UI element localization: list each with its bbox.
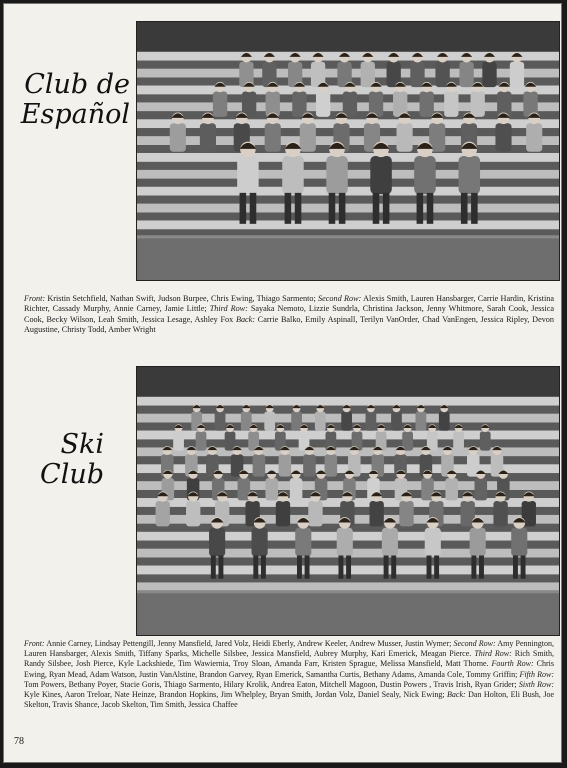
- front-label: Front:: [24, 294, 46, 303]
- title-line-2: Español: [20, 98, 130, 130]
- club-de-espanol-caption: [24, 294, 554, 336]
- yearbook-page: [3, 3, 562, 763]
- front-label: Front:: [24, 639, 45, 648]
- sixth-row-label: Sixth Row:: [518, 679, 555, 689]
- front-names: Annie Carney, Lindsay Pettengill, Jenny Mansfield, Jared Volz, Heidi Eberly, Andrew Keeler, Andrew Musser, Justin Wymer;: [46, 639, 452, 648]
- back-names: Carrie Balko, Emily Aspinall, Terilyn VanOrder, Chad VanEngen, Jessica Ripley, Devon Augustine, Christy Todd, Amber Wright: [24, 314, 554, 335]
- second-row-names: Amy Pennington, Lauren Hansbarger, Alexis Smith, Tiffany Sparks, Michelle Silsbee, Jessica Mansfield, Aubrey Murphy, Kari Emerick, Meagan Pierce.: [24, 639, 554, 659]
- second-row-label: Second Row:: [318, 294, 362, 303]
- third-row-names: Sayaka Nemoto, Lizzie Sundrla, Christina Jackson, Jenny Whitmore, Sarah Cook, Jessica Cook, Becky Wilson, Leah Smith, Jessica Lesage, Ashley Fox: [24, 304, 555, 324]
- club-de-espanol-photo-graphic: [137, 22, 559, 280]
- third-row-label: Third Row:: [209, 304, 248, 314]
- ski-club-photo: [136, 366, 560, 636]
- sixth-row-names: Kyle Kines, Aaron Treloar, Nate Heinze, Brandon Hopkins, Jim Whelpley, Bryan Smith, Jordan Volz, Daniel Sealy, Nick Ewing;: [24, 690, 445, 700]
- ski-club-caption: [24, 639, 554, 710]
- fourth-row-label: Fourth Row:: [491, 659, 534, 669]
- third-row-names: Rich Smith, Randy Silsbee, Josh Pierce, Kyle Lackshiede, Tim Wawiernia, Troy Sloan, Amanda Farr, Kristen Sprague, Melissa Mansfield, Matt Thorne.: [24, 649, 555, 669]
- title-line-1: Club de: [24, 69, 130, 100]
- fifth-row-label: Fifth Row:: [519, 669, 554, 679]
- front-names: Kristin Setchfield, Nathan Swift, Judson Burpee, Chris Ewing, Thiago Sarmento;: [47, 294, 316, 303]
- back-label: Back:: [235, 314, 256, 324]
- back-label: Back:: [447, 690, 466, 700]
- fourth-row-names: Chris Ewing, Ryan Mead, Adam Watson, Justin VanAlstine, Brandon Garvey, Ryan Emerick, Samantha Curtis, Bethany Adams, Amanda Cole, Tommy Griffin;: [24, 659, 554, 679]
- club-de-espanol-photo: [136, 21, 560, 281]
- fifth-row-names: Tom Powers, Bethany Poyer, Stacie Goris, Thiago Sarmento, Hilary Krolik, Andrea Eaton, Mitchell Magoon, Dustin Powers , Travis Irish, Ryan Grider;: [24, 679, 517, 689]
- ski-club-photo-graphic: [137, 367, 559, 635]
- page-number: 78: [14, 736, 24, 747]
- second-row-names: Alexis Smith, Lauren Hansbarger, Carrie Hardin, Kristina Richter, Cassady Murphy, Annie Carney, Jamie Little;: [24, 294, 554, 314]
- second-row-label: Second Row:: [453, 639, 496, 648]
- club-de-espanol-title: [12, 70, 130, 129]
- third-row-label: Third Row:: [474, 649, 512, 659]
- back-names: Dan Holton, Eli Bush, Joe Skelton, Travis Shance, Jacob Skelton, Tim Smith, Jessica Chaffee: [24, 690, 555, 710]
- ski-club-title: Ski Club: [40, 429, 104, 490]
